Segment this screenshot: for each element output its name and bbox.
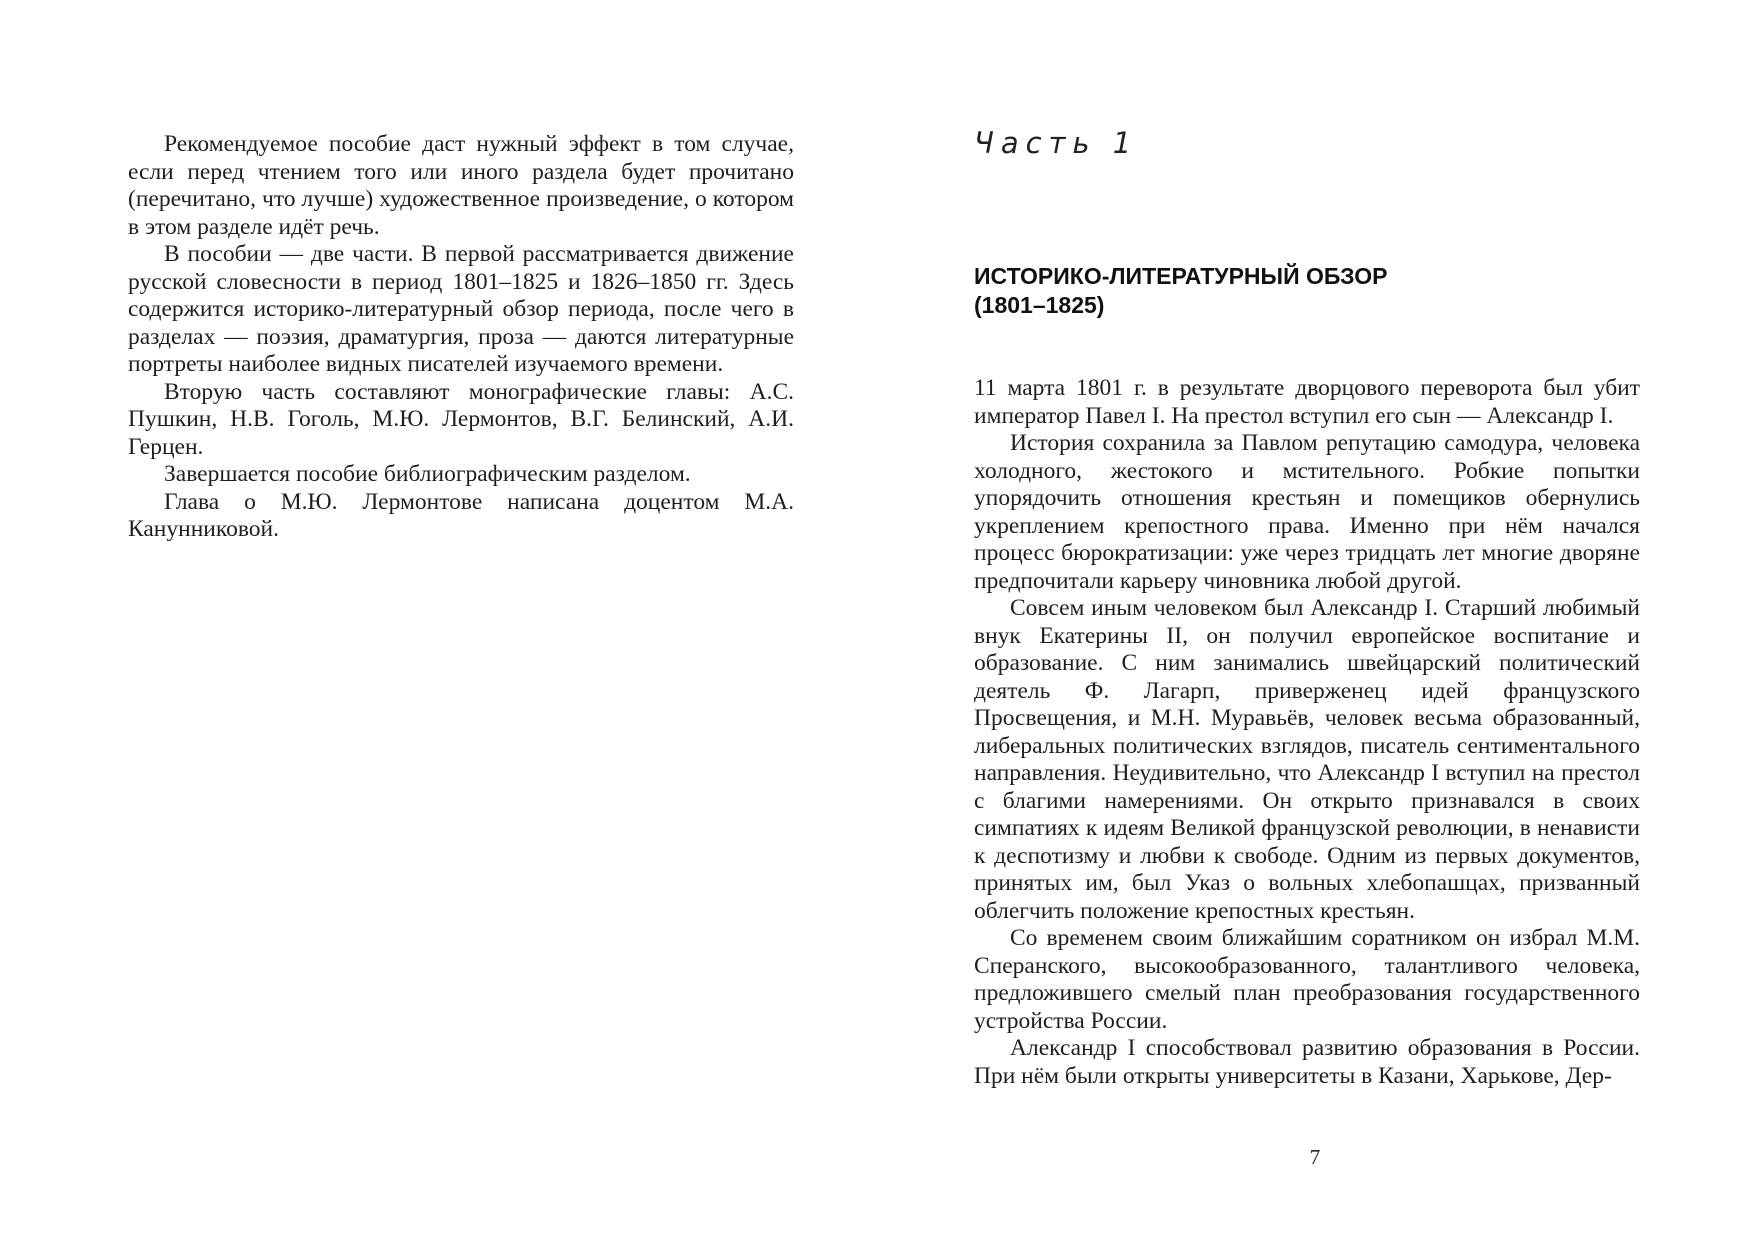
right-page-body	[974, 375, 1640, 1090]
left-paragraph-3: Вторую часть составляют монографические главы: А.С. Пушкин, Н.В. Гоголь, М.Ю. Лермонтов, В.Г. Белинский, А.И. Герцен.	[128, 378, 794, 460]
part-title: Часть 1	[974, 126, 1139, 160]
left-paragraph-2: В пособии — две части. В первой рассматривается движение русской словесности в период 1801–1825 и 1826–1850 гг. Здесь содержится историко-литературный обзор периода, после чего в разделах — поэзия, драматургия, проза — даются литературные портреты наиболее видных писателей изучаемого времени.	[128, 241, 794, 377]
section-heading-title: ИСТОРИКО-ЛИТЕРАТУРНЫЙ ОБЗОР	[974, 263, 1388, 289]
right-paragraph-5: Александр I способствовал развитию образования в России. При нём были открыты университеты в Казани, Харькове, Дер-	[974, 1035, 1640, 1089]
left-paragraph-1: Рекомендуемое пособие даст нужный эффект в том случае, если перед чтением того или иного раздела будет прочитано (перечитано, что лучше) художественное произведение, о котором в этом разделе идёт речь.	[128, 131, 794, 240]
right-paragraph-2: История сохранила за Павлом репутацию самодура, человека холодного, жестокого и мстительного. Робкие попытки упорядочить отношения крестьян и помещиков обернулись укреплением крепостного права. Именно при нём начался процесс бюрократизации: уже через тридцать лет многие дворяне предпочитали карьеру чиновника любой другой.	[974, 430, 1640, 594]
right-paragraph-4: Со временем своим ближайшим соратником он избрал М.М. Сперанского, высокообразованного, талантливого человека, предложившего смелый план преобразования государственного устройства России.	[974, 925, 1640, 1034]
left-paragraph-4: Завершается пособие библиографическим разделом.	[164, 461, 691, 487]
page-number: 7	[1309, 1145, 1321, 1169]
right-paragraph-1: 11 марта 1801 г. в результате дворцового переворота был убит император Павел I. На престол вступил его сын — Александр I.	[974, 375, 1640, 429]
section-heading-years: (1801–1825)	[974, 292, 1105, 318]
left-page	[0, 0, 877, 1240]
left-paragraph-5: Глава о М.Ю. Лермонтове написана доцентом М.А. Канунниковой.	[128, 488, 794, 542]
section-heading	[974, 262, 1654, 320]
right-paragraph-3: Совсем иным человеком был Александр I. Старший любимый внук Екатерины II, он получил европейское воспитание и образование. С ним занимались швейцарский политический деятель Ф. Лагарп, приверженец идей французского Просвещения, и М.Н. Муравьёв, человек весьма образованный, либеральных политических взглядов, писатель сентиментального направления. Неудивительно, что Александр I вступил на престол с благими намерениями. Он открыто признавался в своих симпатиях к идеям Великой французской революции, в ненависти к деспотизму и любви к свободе. Одним из первых документов, принятых им, был Указ о вольных хлебопашцах, призванный облегчить положение крепостных крестьян.	[974, 595, 1640, 924]
left-page-body	[128, 131, 794, 544]
right-page	[877, 0, 1755, 1240]
